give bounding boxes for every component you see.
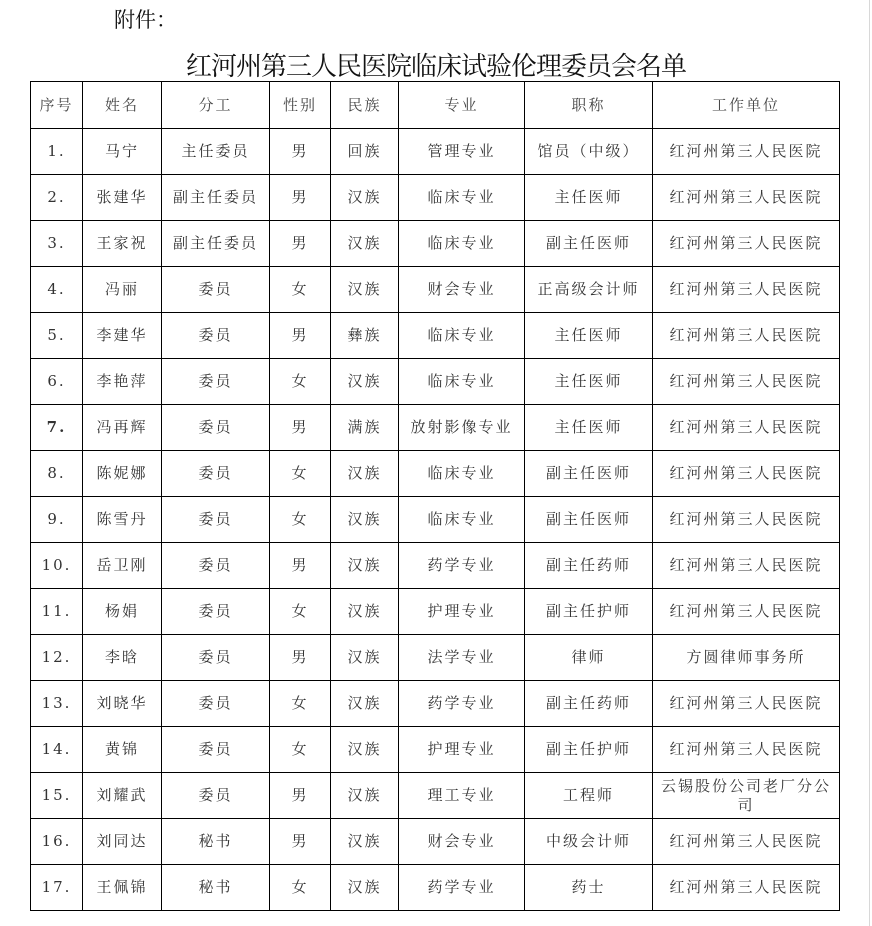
cell-specialty: 临床专业: [399, 359, 525, 405]
header-name: 姓名: [83, 82, 162, 129]
cell-seq: 9.: [31, 497, 83, 543]
cell-specialty: 药学专业: [399, 543, 525, 589]
cell-name: 李艳萍: [83, 359, 162, 405]
table-row: [31, 497, 840, 543]
cell-title: 药士: [525, 865, 653, 911]
cell-name: 刘耀武: [83, 773, 162, 819]
header-ethnicity: 民族: [331, 82, 399, 129]
cell-gender: 男: [270, 221, 331, 267]
cell-specialty: 法学专业: [399, 635, 525, 681]
cell-specialty: 护理专业: [399, 589, 525, 635]
cell-title: 馆员（中级）: [525, 129, 653, 175]
cell-seq: 7.: [31, 405, 83, 451]
cell-gender: 男: [270, 129, 331, 175]
cell-role: 委员: [162, 313, 270, 359]
cell-role: 委员: [162, 727, 270, 773]
table-header-row: [31, 82, 840, 129]
cell-name: 李晗: [83, 635, 162, 681]
cell-title: 副主任药师: [525, 681, 653, 727]
cell-unit: 红河州第三人民医院: [653, 313, 840, 359]
cell-unit: 红河州第三人民医院: [653, 497, 840, 543]
table-row: [31, 773, 840, 819]
cell-name: 冯再辉: [83, 405, 162, 451]
cell-specialty: 临床专业: [399, 313, 525, 359]
cell-specialty: 临床专业: [399, 451, 525, 497]
cell-ethnicity: 汉族: [331, 727, 399, 773]
cell-title: 正高级会计师: [525, 267, 653, 313]
cell-unit: 红河州第三人民医院: [653, 221, 840, 267]
cell-ethnicity: 汉族: [331, 451, 399, 497]
cell-role: 秘书: [162, 865, 270, 911]
cell-title: 主任医师: [525, 359, 653, 405]
table-row: [31, 267, 840, 313]
cell-unit: 红河州第三人民医院: [653, 819, 840, 865]
cell-specialty: 财会专业: [399, 267, 525, 313]
cell-specialty: 临床专业: [399, 497, 525, 543]
header-gender: 性别: [270, 82, 331, 129]
table-row: [31, 543, 840, 589]
table-row: [31, 175, 840, 221]
cell-unit: 红河州第三人民医院: [653, 865, 840, 911]
cell-ethnicity: 汉族: [331, 773, 399, 819]
cell-ethnicity: 彝族: [331, 313, 399, 359]
table-row: [31, 313, 840, 359]
cell-gender: 男: [270, 405, 331, 451]
cell-ethnicity: 汉族: [331, 681, 399, 727]
cell-title: 副主任药师: [525, 543, 653, 589]
cell-ethnicity: 汉族: [331, 221, 399, 267]
cell-seq: 13.: [31, 681, 83, 727]
table-row: [31, 727, 840, 773]
cell-name: 陈妮娜: [83, 451, 162, 497]
cell-unit: 红河州第三人民医院: [653, 589, 840, 635]
cell-unit: 红河州第三人民医院: [653, 681, 840, 727]
cell-specialty: 药学专业: [399, 865, 525, 911]
cell-seq: 15.: [31, 773, 83, 819]
header-title: 职称: [525, 82, 653, 129]
cell-ethnicity: 汉族: [331, 175, 399, 221]
cell-role: 委员: [162, 543, 270, 589]
header-seq: 序号: [31, 82, 83, 129]
cell-name: 李建华: [83, 313, 162, 359]
cell-title: 主任医师: [525, 313, 653, 359]
table-row: [31, 681, 840, 727]
cell-title: 副主任医师: [525, 221, 653, 267]
cell-ethnicity: 满族: [331, 405, 399, 451]
page-edge-divider: [869, 0, 870, 926]
cell-unit: 红河州第三人民医院: [653, 543, 840, 589]
cell-name: 岳卫刚: [83, 543, 162, 589]
cell-title: 中级会计师: [525, 819, 653, 865]
table-row: [31, 451, 840, 497]
committee-roster-table: [30, 81, 840, 911]
cell-unit: 云锡股份公司老厂分公司: [653, 773, 840, 819]
cell-ethnicity: 汉族: [331, 819, 399, 865]
cell-title: 副主任护师: [525, 589, 653, 635]
table-row: [31, 635, 840, 681]
cell-specialty: 临床专业: [399, 175, 525, 221]
cell-seq: 8.: [31, 451, 83, 497]
cell-role: 副主任委员: [162, 221, 270, 267]
cell-specialty: 药学专业: [399, 681, 525, 727]
cell-title: 工程师: [525, 773, 653, 819]
cell-title: 主任医师: [525, 175, 653, 221]
cell-unit: 红河州第三人民医院: [653, 129, 840, 175]
table-row: [31, 221, 840, 267]
cell-name: 冯丽: [83, 267, 162, 313]
cell-unit: 红河州第三人民医院: [653, 175, 840, 221]
cell-name: 杨娟: [83, 589, 162, 635]
cell-gender: 男: [270, 773, 331, 819]
cell-seq: 14.: [31, 727, 83, 773]
cell-ethnicity: 汉族: [331, 865, 399, 911]
cell-unit: 红河州第三人民医院: [653, 405, 840, 451]
cell-unit: 红河州第三人民医院: [653, 451, 840, 497]
cell-gender: 女: [270, 589, 331, 635]
cell-seq: 4.: [31, 267, 83, 313]
cell-seq: 11.: [31, 589, 83, 635]
cell-role: 委员: [162, 267, 270, 313]
table-row: [31, 405, 840, 451]
cell-seq: 2.: [31, 175, 83, 221]
cell-gender: 女: [270, 451, 331, 497]
cell-role: 委员: [162, 497, 270, 543]
cell-seq: 1.: [31, 129, 83, 175]
cell-gender: 男: [270, 635, 331, 681]
cell-gender: 男: [270, 175, 331, 221]
cell-ethnicity: 汉族: [331, 589, 399, 635]
cell-seq: 17.: [31, 865, 83, 911]
page-title: 红河州第三人民医院临床试验伦理委员会名单: [185, 52, 686, 82]
header-role: 分工: [162, 82, 270, 129]
cell-gender: 男: [270, 543, 331, 589]
cell-seq: 3.: [31, 221, 83, 267]
cell-specialty: 理工专业: [399, 773, 525, 819]
cell-gender: 女: [270, 267, 331, 313]
cell-title: 副主任医师: [525, 451, 653, 497]
cell-specialty: 放射影像专业: [399, 405, 525, 451]
header-specialty: 专业: [399, 82, 525, 129]
cell-name: 陈雪丹: [83, 497, 162, 543]
cell-name: 马宁: [83, 129, 162, 175]
cell-role: 委员: [162, 681, 270, 727]
cell-seq: 10.: [31, 543, 83, 589]
cell-name: 张建华: [83, 175, 162, 221]
cell-name: 王家祝: [83, 221, 162, 267]
cell-name: 刘晓华: [83, 681, 162, 727]
table-row: [31, 819, 840, 865]
table-row: [31, 359, 840, 405]
cell-name: 刘同达: [83, 819, 162, 865]
cell-gender: 女: [270, 727, 331, 773]
cell-role: 委员: [162, 451, 270, 497]
cell-title: 副主任医师: [525, 497, 653, 543]
cell-role: 委员: [162, 773, 270, 819]
cell-specialty: 临床专业: [399, 221, 525, 267]
cell-seq: 6.: [31, 359, 83, 405]
cell-title: 副主任护师: [525, 727, 653, 773]
cell-gender: 男: [270, 819, 331, 865]
cell-ethnicity: 汉族: [331, 267, 399, 313]
cell-role: 委员: [162, 635, 270, 681]
cell-title: 律师: [525, 635, 653, 681]
cell-ethnicity: 回族: [331, 129, 399, 175]
cell-ethnicity: 汉族: [331, 635, 399, 681]
attachment-label: 附件：: [114, 8, 177, 32]
cell-title: 主任医师: [525, 405, 653, 451]
cell-specialty: 管理专业: [399, 129, 525, 175]
cell-unit: 红河州第三人民医院: [653, 267, 840, 313]
cell-unit: 红河州第三人民医院: [653, 359, 840, 405]
cell-role: 委员: [162, 405, 270, 451]
table-row: [31, 129, 840, 175]
cell-role: 委员: [162, 359, 270, 405]
cell-role: 副主任委员: [162, 175, 270, 221]
cell-role: 秘书: [162, 819, 270, 865]
table-row: [31, 589, 840, 635]
cell-ethnicity: 汉族: [331, 497, 399, 543]
cell-name: 王佩锦: [83, 865, 162, 911]
cell-unit: 红河州第三人民医院: [653, 727, 840, 773]
cell-gender: 女: [270, 865, 331, 911]
table-body: [31, 129, 840, 911]
cell-role: 委员: [162, 589, 270, 635]
cell-gender: 女: [270, 359, 331, 405]
cell-unit: 方圆律师事务所: [653, 635, 840, 681]
cell-ethnicity: 汉族: [331, 543, 399, 589]
cell-gender: 男: [270, 313, 331, 359]
cell-name: 黄锦: [83, 727, 162, 773]
cell-seq: 16.: [31, 819, 83, 865]
cell-ethnicity: 汉族: [331, 359, 399, 405]
cell-seq: 5.: [31, 313, 83, 359]
cell-gender: 女: [270, 681, 331, 727]
cell-seq: 12.: [31, 635, 83, 681]
header-unit: 工作单位: [653, 82, 840, 129]
table-row: [31, 865, 840, 911]
cell-specialty: 护理专业: [399, 727, 525, 773]
cell-gender: 女: [270, 497, 331, 543]
cell-specialty: 财会专业: [399, 819, 525, 865]
cell-role: 主任委员: [162, 129, 270, 175]
